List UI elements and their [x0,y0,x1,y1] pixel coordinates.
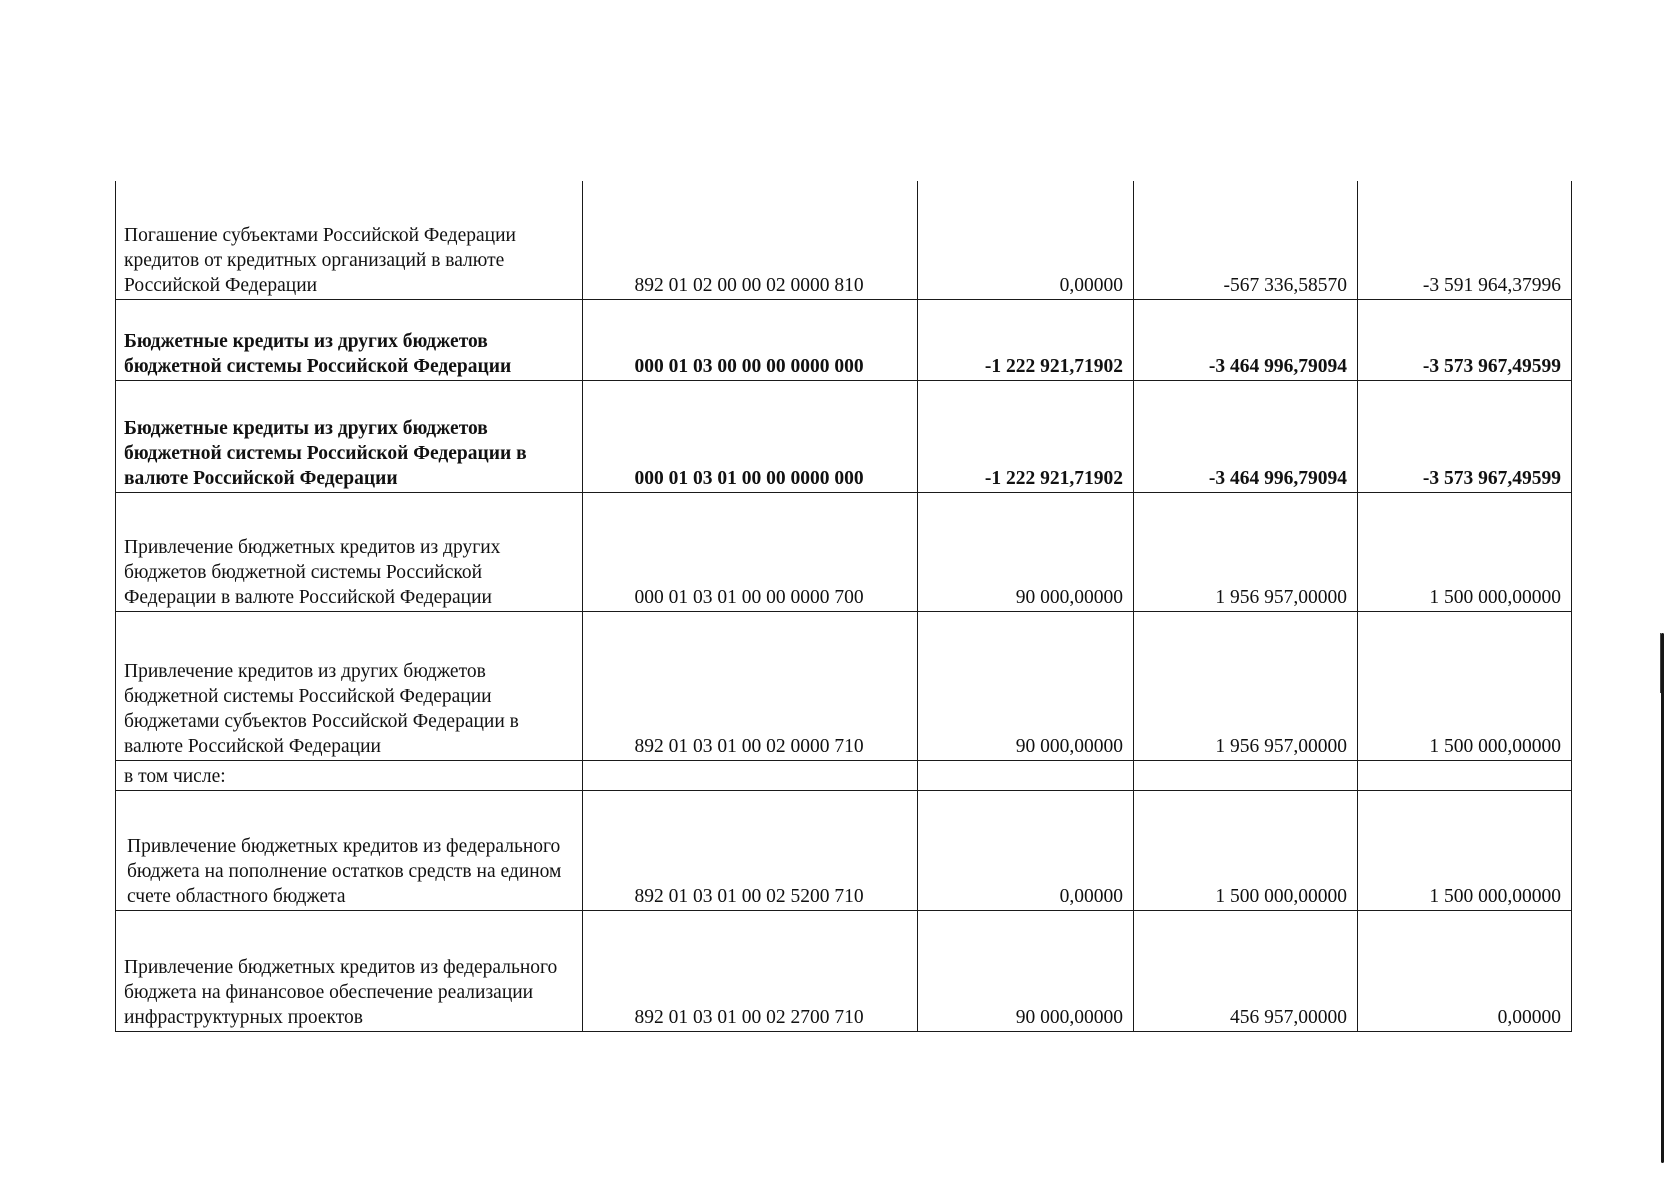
row-value-2: 1 956 957,00000 [1134,492,1358,611]
budget-sources-table-fragment [115,181,1571,1032]
row-code: 000 01 03 01 00 00 0000 000 [583,380,918,492]
row-name: Привлечение бюджетных кредитов из федерального бюджета на финансовое обеспечение реализации инфраструктурных проектов [116,910,583,1031]
row-value-1: 90 000,00000 [918,910,1134,1031]
row-value-1: 90 000,00000 [918,492,1134,611]
row-name: Привлечение бюджетных кредитов из других бюджетов бюджетной системы Российской Федерации в валюте Российской Федерации [116,492,583,611]
row-value-1 [918,760,1134,790]
row-code: 892 01 03 01 00 02 2700 710 [583,910,918,1031]
row-value-2 [1134,760,1358,790]
table-row [116,910,1572,1031]
table-row [116,380,1572,492]
row-value-1: 0,00000 [918,181,1134,299]
row-name: Погашение субъектами Российской Федерации кредитов от кредитных организаций в валюте Российской Федерации [116,181,583,299]
row-name: Привлечение бюджетных кредитов из федерального бюджета на пополнение остатков средств на едином счете областного бюджета [116,790,583,910]
row-value-3: -3 573 967,49599 [1358,299,1572,380]
table-row [116,790,1572,910]
row-name: Привлечение кредитов из других бюджетов бюджетной системы Российской Федерации бюджетами субъектов Российской Федерации в валюте Российской Федерации [116,611,583,760]
row-name: Бюджетные кредиты из других бюджетов бюджетной системы Российской Федерации [116,299,583,380]
row-value-1: -1 222 921,71902 [918,299,1134,380]
row-value-1: -1 222 921,71902 [918,380,1134,492]
scan-edge-line [1661,633,1664,1163]
row-name: в том числе: [116,760,583,790]
row-value-1: 0,00000 [918,790,1134,910]
row-value-3: 0,00000 [1358,910,1572,1031]
row-value-2: 1 956 957,00000 [1134,611,1358,760]
row-value-3: -3 573 967,49599 [1358,380,1572,492]
row-name: Бюджетные кредиты из других бюджетов бюджетной системы Российской Федерации в валюте Российской Федерации [116,380,583,492]
row-value-3: 1 500 000,00000 [1358,790,1572,910]
table-row [116,492,1572,611]
budget-table [115,181,1572,1032]
table-row [116,299,1572,380]
table-row [116,611,1572,760]
row-value-3 [1358,760,1572,790]
row-value-2: 456 957,00000 [1134,910,1358,1031]
row-value-2: 1 500 000,00000 [1134,790,1358,910]
row-value-2: -3 464 996,79094 [1134,380,1358,492]
row-code: 000 01 03 00 00 00 0000 000 [583,299,918,380]
row-code: 892 01 02 00 00 02 0000 810 [583,181,918,299]
row-code [583,760,918,790]
row-value-3: -3 591 964,37996 [1358,181,1572,299]
row-value-2: -3 464 996,79094 [1134,299,1358,380]
scan-edge-line-thin [1660,633,1661,693]
row-value-3: 1 500 000,00000 [1358,492,1572,611]
table-row [116,181,1572,299]
row-code: 892 01 03 01 00 02 0000 710 [583,611,918,760]
row-code: 892 01 03 01 00 02 5200 710 [583,790,918,910]
row-value-1: 90 000,00000 [918,611,1134,760]
row-value-3: 1 500 000,00000 [1358,611,1572,760]
table-row [116,760,1572,790]
row-value-2: -567 336,58570 [1134,181,1358,299]
row-code: 000 01 03 01 00 00 0000 700 [583,492,918,611]
